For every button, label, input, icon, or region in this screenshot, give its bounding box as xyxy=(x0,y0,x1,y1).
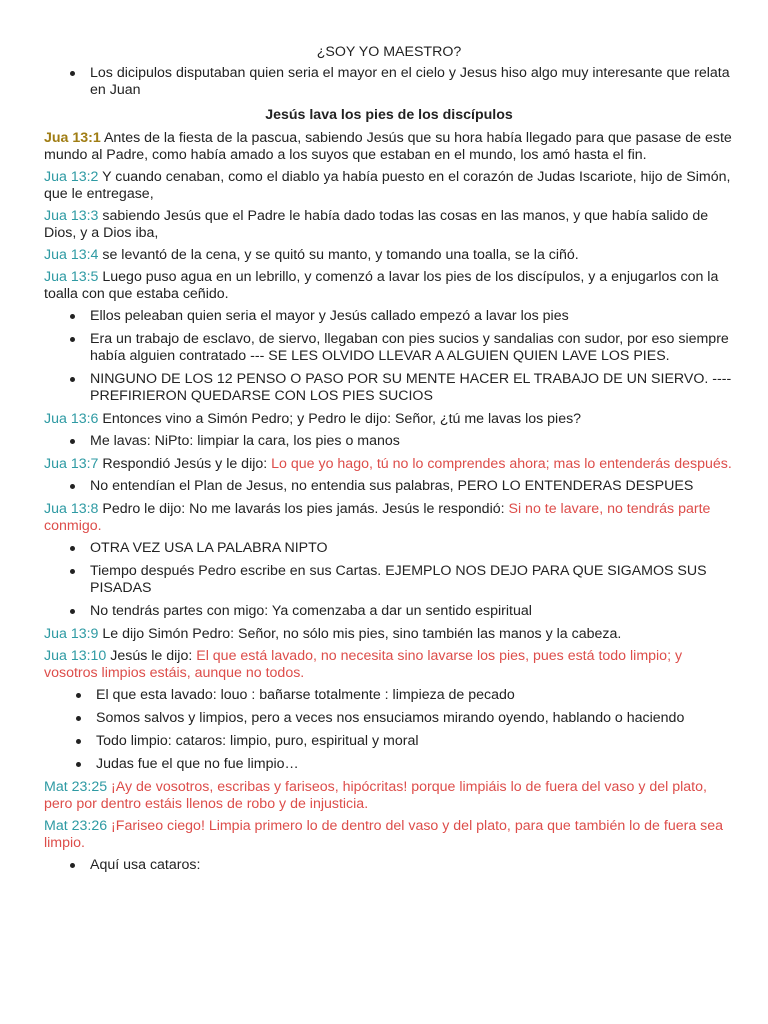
verse-ref: Jua 13:5 xyxy=(44,269,99,285)
list-item: Somos salvos y limpios, pero a veces nos ensuciamos mirando oyendo, hablando o haciendo xyxy=(44,710,734,727)
verse-jua-13-9 xyxy=(44,626,734,643)
verse-text: Antes de la fiesta de la pascua, sabiendo Jesús que su hora había llegado para que pasase de este mundo al Padre, como había amado a los suyos que estaban en el mundo, los amó hasta el fin. xyxy=(44,130,732,163)
list-item: No entendían el Plan de Jesus, no entendia sus palabras, PERO LO ENTENDERAS DESPUES xyxy=(44,478,734,495)
verse-jua-13-3 xyxy=(44,208,734,242)
verse-ref: Jua 13:7 xyxy=(44,456,99,472)
verse-text: Pedro le dijo: No me lavarás los pies jamás. Jesús le respondió: xyxy=(98,501,509,517)
verse-jua-13-8 xyxy=(44,501,734,535)
document-title: ¿SOY YO MAESTRO? xyxy=(316,44,462,60)
verse-jua-13-1 xyxy=(44,130,734,164)
verse-ref: Jua 13:10 xyxy=(44,648,107,664)
words-of-jesus: El que está lavado, no necesita sino lavarse los pies, pues está todo limpio; y vosotros limpios estáis, aunque no todos. xyxy=(44,648,683,681)
verse-text: Y cuando cenaban, como el diablo ya había puesto en el corazón de Judas Iscariote, hijo de Simón, que le entregase, xyxy=(44,169,731,202)
list-item: Me lavas: NiPto: limpiar la cara, los pies o manos xyxy=(44,433,734,450)
verse-mat-23-26 xyxy=(44,818,734,852)
verse-text: Entonces vino a Simón Pedro; y Pedro le dijo: Señor, ¿tú me lavas los pies? xyxy=(98,411,582,427)
list-item: El que esta lavado: louo : bañarse totalmente : limpieza de pecado xyxy=(44,687,734,704)
verse-jua-13-6 xyxy=(44,411,734,428)
list-item: NINGUNO DE LOS 12 PENSO O PASO POR SU MENTE HACER EL TRABAJO DE UN SIERVO. ---- PREFIRIERON QUEDARSE CON LOS PIES SUCIOS xyxy=(44,371,734,405)
list-item: Judas fue el que no fue limpio… xyxy=(44,756,734,773)
verse-ref: Jua 13:3 xyxy=(44,208,99,224)
verse-text: sabiendo Jesús que el Padre le había dado todas las cosas en las manos, y que había salido de Dios, y a Dios iba, xyxy=(44,208,709,241)
words-of-jesus: Si no te lavare, no tendrás parte conmigo. xyxy=(44,501,711,534)
list-item: Tiempo después Pedro escribe en sus Cartas. EJEMPLO NOS DEJO PARA QUE SIGAMOS SUS PISADAS xyxy=(44,563,734,597)
verse-text: Luego puso agua en un lebrillo, y comenzó a lavar los pies de los discípulos, y a enjugarlos con la toalla con que estaba ceñido. xyxy=(44,269,719,302)
document-page xyxy=(44,44,734,880)
list-item: Era un trabajo de esclavo, de siervo, llegaban con pies sucios y sandalias con sudor, por eso siempre había alguien contratado --- SE LES OLVIDO LLEVAR A ALGUIEN QUIEN LAVE LOS PIES. xyxy=(44,331,734,365)
verse-jua-13-5 xyxy=(44,269,734,303)
verse-text: Jesús le dijo: xyxy=(106,648,197,664)
list-item: Ellos peleaban quien seria el mayor y Jesús callado empezó a lavar los pies xyxy=(44,308,734,325)
list-item: Aquí usa cataros: xyxy=(44,857,734,874)
commentary-bullet-list xyxy=(44,857,734,874)
commentary-bullet-list xyxy=(44,540,734,620)
words-of-jesus: Lo que yo hago, tú no lo comprendes ahora; mas lo entenderás después. xyxy=(271,456,732,472)
verse-jua-13-4 xyxy=(44,247,734,264)
verse-ref: Mat 23:25 xyxy=(44,779,108,795)
list-item: No tendrás partes con migo: Ya comenzaba a dar un sentido espiritual xyxy=(44,603,734,620)
verse-text: Le dijo Simón Pedro: Señor, no sólo mis pies, sino también las manos y la cabeza. xyxy=(98,626,622,642)
verse-ref: Jua 13:2 xyxy=(44,169,99,185)
list-item: OTRA VEZ USA LA PALABRA NIPTO xyxy=(44,540,734,557)
section-heading: Jesús lava los pies de los discípulos xyxy=(265,107,513,123)
words-of-jesus: ¡Fariseo ciego! Limpia primero lo de dentro del vaso y del plato, para que también lo de fuera sea limpio. xyxy=(44,818,724,851)
verse-jua-13-10 xyxy=(44,648,734,682)
commentary-bullet-list xyxy=(44,308,734,405)
commentary-bullet-list xyxy=(44,433,734,450)
verse-ref: Jua 13:6 xyxy=(44,411,99,427)
list-item: Todo limpio: cataros: limpio, puro, espiritual y moral xyxy=(44,733,734,750)
verse-text: se levantó de la cena, y se quitó su manto, y tomando una toalla, se la ciñó. xyxy=(98,247,579,263)
commentary-bullet-list xyxy=(44,687,734,773)
list-item: Los dicipulos disputaban quien seria el mayor en el cielo y Jesus hiso algo muy interesante que relata en Juan xyxy=(44,65,734,99)
verse-ref: Jua 13:1 xyxy=(44,130,101,146)
words-of-jesus: ¡Ay de vosotros, escribas y fariseos, hipócritas! porque limpiáis lo de fuera del vaso y del plato, pero por dentro estáis llenos de robo y de injusticia. xyxy=(44,779,707,812)
commentary-bullet-list xyxy=(44,478,734,495)
intro-bullet-list xyxy=(44,65,734,99)
verse-ref: Mat 23:26 xyxy=(44,818,108,834)
verse-ref: Jua 13:9 xyxy=(44,626,99,642)
verse-ref: Jua 13:8 xyxy=(44,501,99,517)
verse-jua-13-7 xyxy=(44,456,734,473)
verse-jua-13-2 xyxy=(44,169,734,203)
verse-text: Respondió Jesús y le dijo: xyxy=(98,456,272,472)
verse-ref: Jua 13:4 xyxy=(44,247,99,263)
verse-mat-23-25 xyxy=(44,779,734,813)
